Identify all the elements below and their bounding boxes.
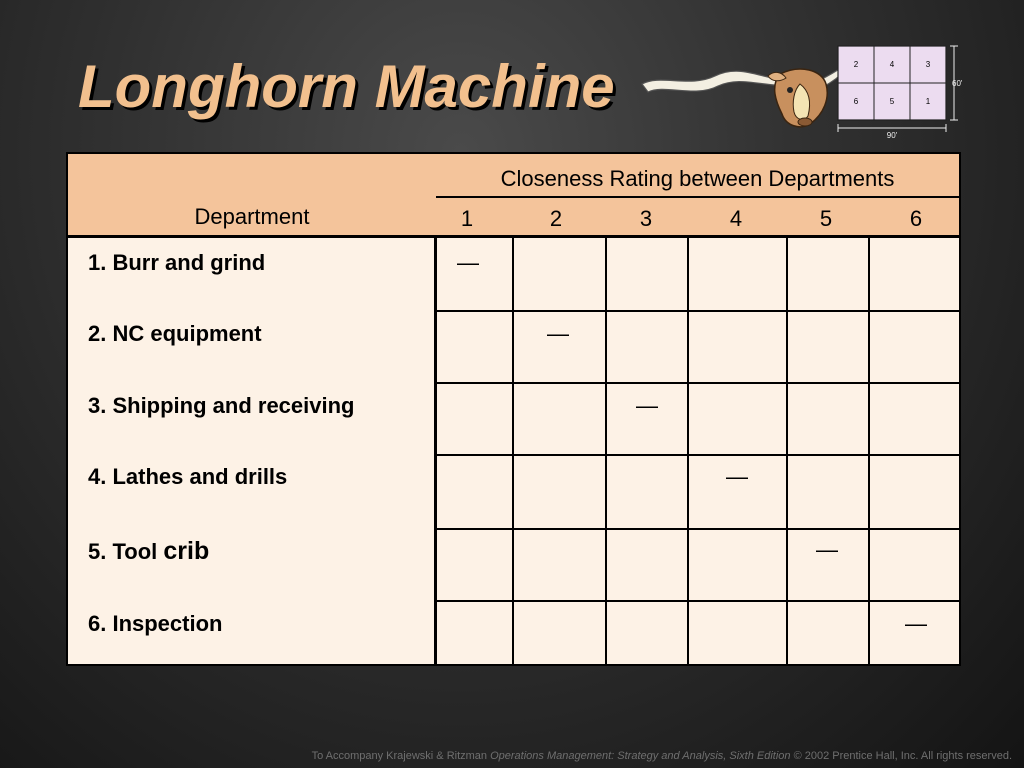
column-header-5: 5 bbox=[819, 206, 833, 231]
row-label-tool-crib bbox=[88, 537, 209, 566]
footer-book-title: Operations Management: Strategy and Analysis, Sixth Edition bbox=[490, 750, 791, 762]
block-label: 3 bbox=[925, 60, 931, 69]
layout-block-plan bbox=[838, 46, 963, 140]
height-dimension-label: 60' bbox=[952, 79, 963, 88]
column-header-1: 1 bbox=[460, 206, 474, 231]
grid-line bbox=[436, 528, 959, 530]
diagonal-dash: — bbox=[905, 611, 927, 636]
diagonal-dash: — bbox=[636, 393, 658, 418]
row-label-inspection: 6. Inspection bbox=[88, 611, 223, 636]
header-divider bbox=[436, 196, 959, 198]
grid-line bbox=[436, 310, 959, 312]
grid-line bbox=[436, 600, 959, 602]
longhorn-logo bbox=[640, 40, 970, 140]
diagonal-dash: — bbox=[816, 537, 838, 562]
block-label: 4 bbox=[889, 60, 895, 69]
column-header-3: 3 bbox=[639, 206, 653, 231]
column-header-6: 6 bbox=[909, 206, 923, 231]
block-label: 6 bbox=[853, 97, 859, 106]
diagonal-dash: — bbox=[547, 321, 569, 346]
department-column-header: Department bbox=[194, 204, 310, 229]
diagonal-dash: — bbox=[726, 464, 748, 489]
grid-line bbox=[436, 454, 959, 456]
closeness-rating-header: Closeness Rating between Departments bbox=[500, 166, 895, 191]
block-label: 1 bbox=[925, 97, 931, 106]
column-header-2: 2 bbox=[549, 206, 563, 231]
longhorn-steer-icon bbox=[642, 66, 846, 127]
row-label-lathes-and-drills: 4. Lathes and drills bbox=[88, 464, 288, 489]
block-label: 2 bbox=[853, 60, 859, 69]
row-label-nc-equipment: 2. NC equipment bbox=[88, 321, 262, 346]
footer-suffix: © 2002 Prentice Hall, Inc. All rights reserved. bbox=[790, 750, 1012, 762]
block-label: 5 bbox=[889, 97, 895, 106]
copyright-footer bbox=[312, 750, 1012, 762]
row-label-shipping-and-receiving: 3. Shipping and receiving bbox=[88, 393, 355, 418]
slide-title: Longhorn Machine bbox=[78, 53, 615, 120]
column-header-4: 4 bbox=[729, 206, 743, 231]
row-label-suffix: crib bbox=[163, 537, 210, 565]
row-label-prefix: 5. Tool bbox=[88, 539, 164, 564]
width-dimension-label: 90' bbox=[886, 131, 898, 140]
footer-prefix: To Accompany Krajewski & Ritzman bbox=[311, 750, 491, 762]
closeness-rating-table bbox=[66, 152, 961, 666]
grid-line bbox=[436, 382, 959, 384]
row-label-burr-and-grind: 1. Burr and grind bbox=[88, 250, 266, 275]
diagonal-dash: — bbox=[457, 250, 479, 275]
table-header bbox=[68, 154, 959, 238]
